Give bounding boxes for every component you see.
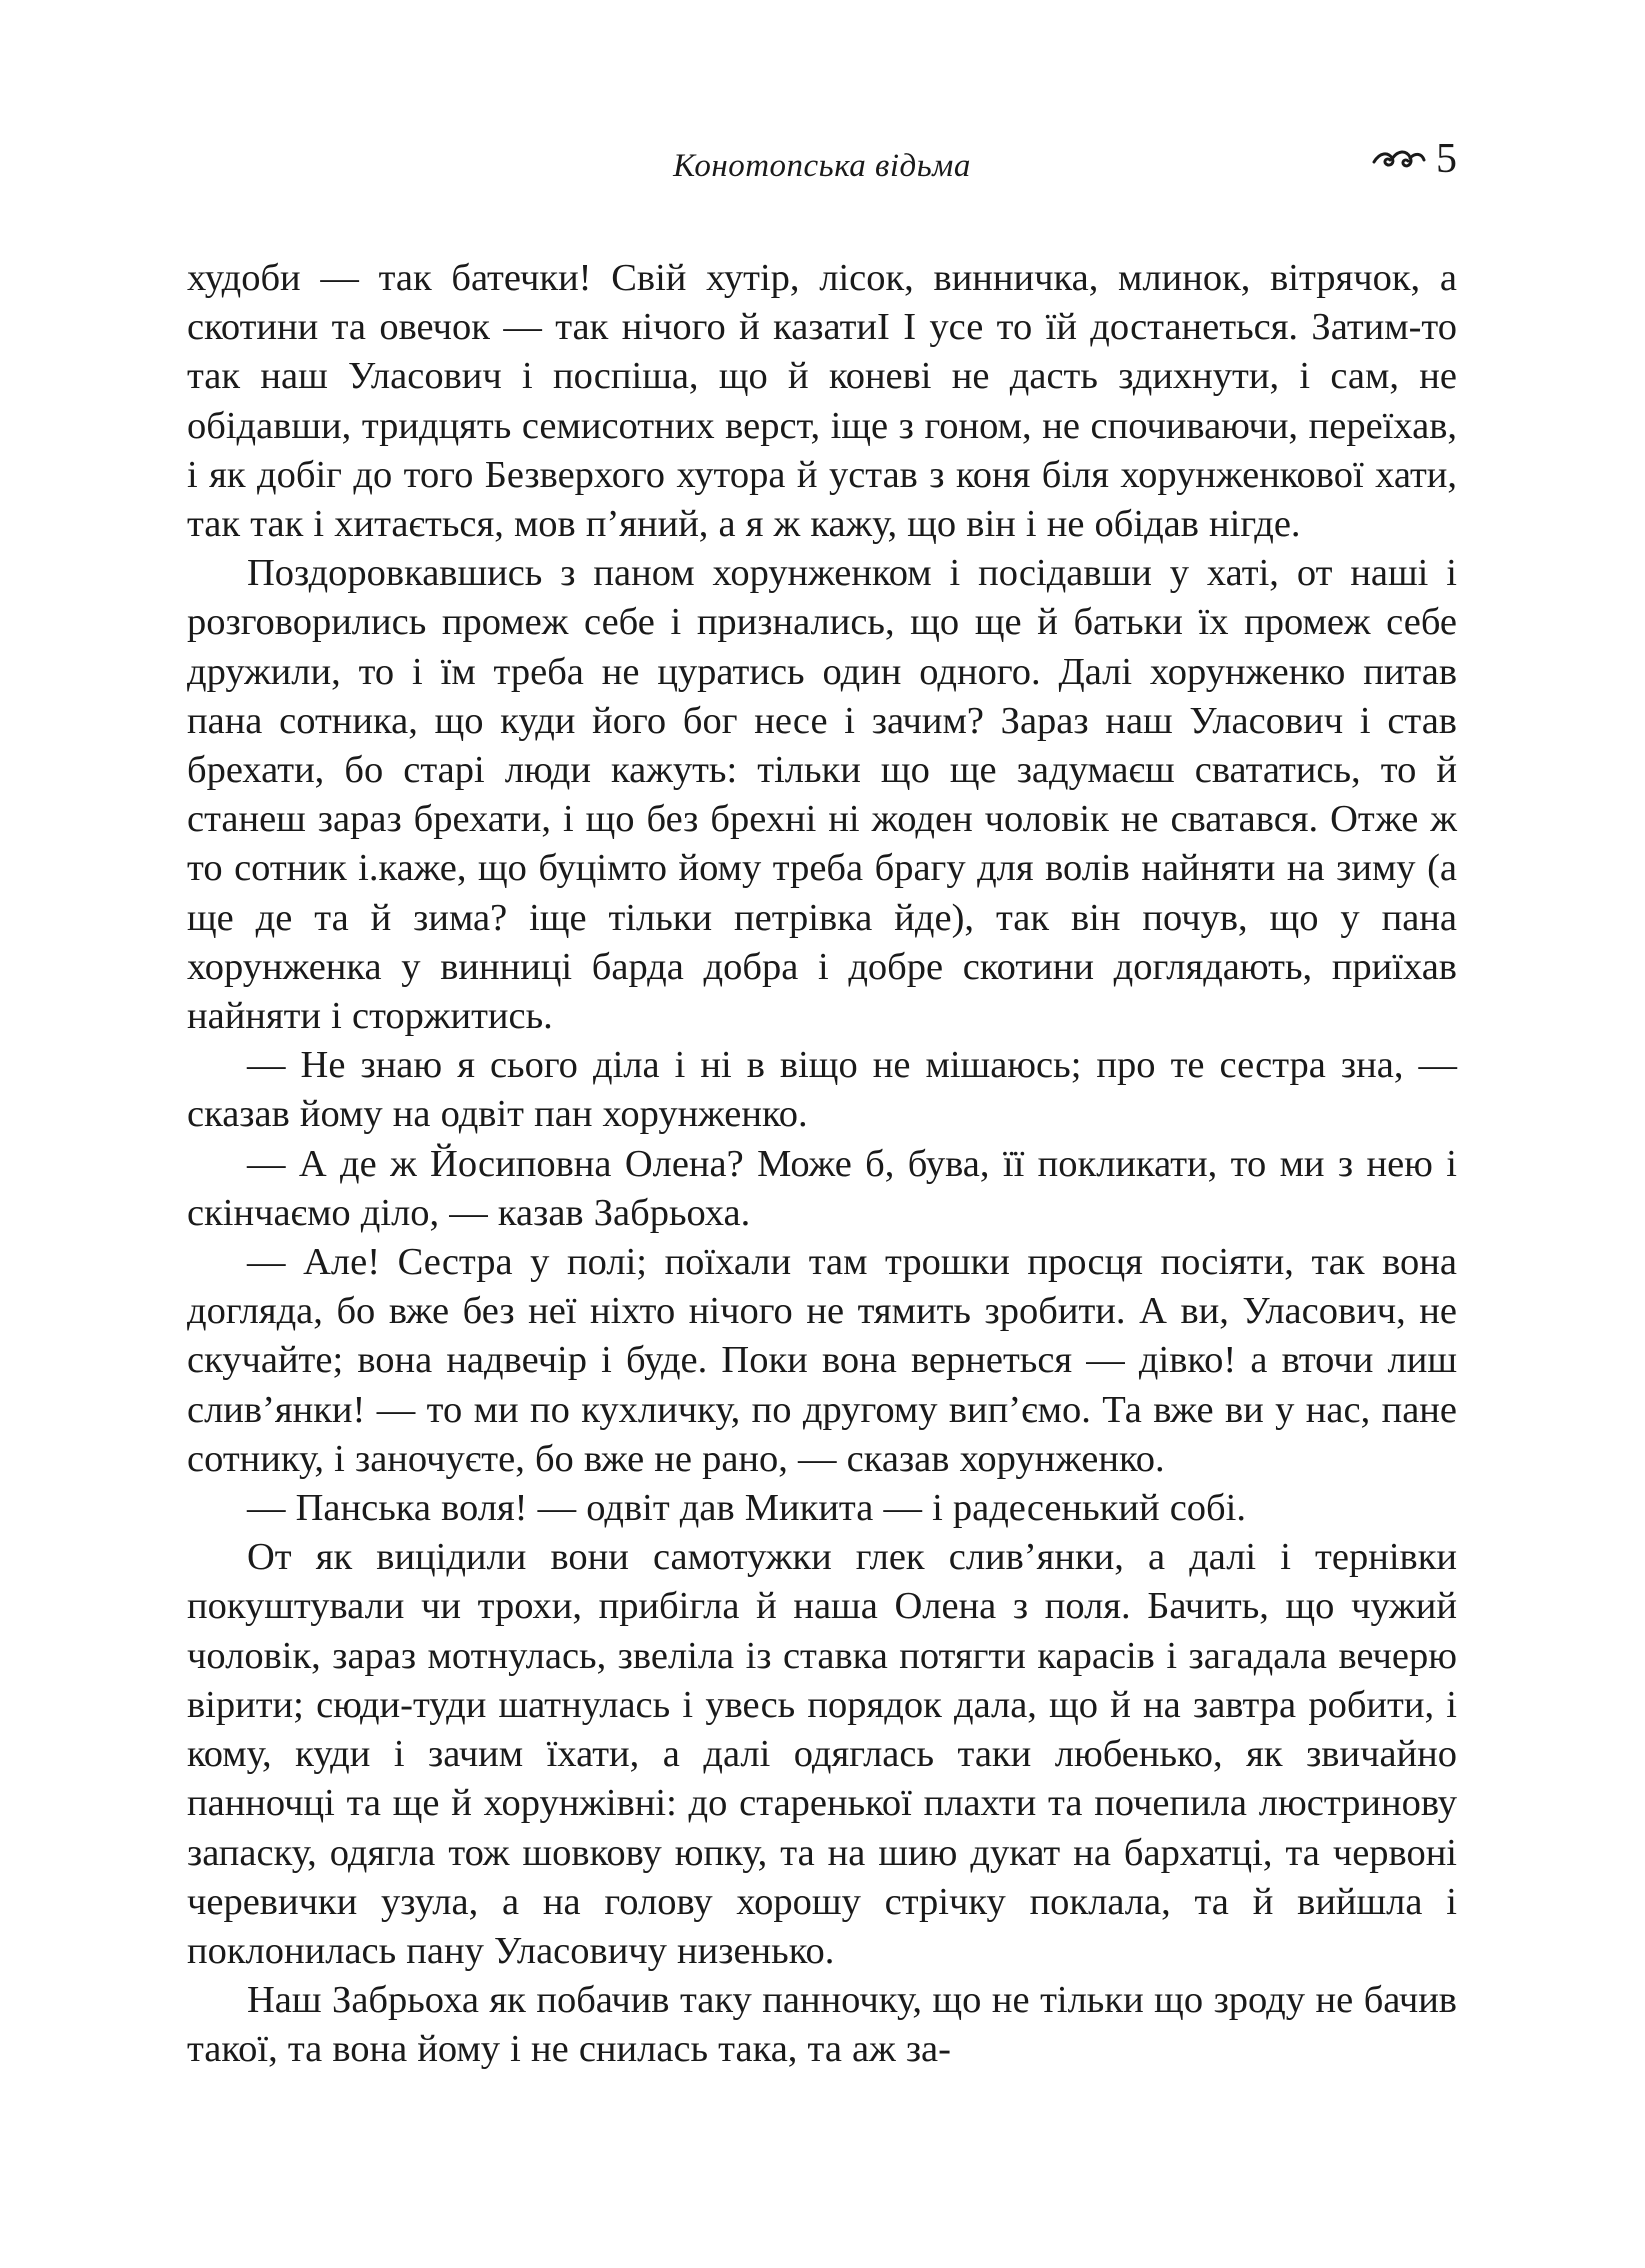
- paragraph: — Але! Сестра у полі; поїхали там трошки просця посіяти, так вона догляда, бо вже без неї ніхто нічого не тямить зробити. А ви, Уласович, не скучайте; вона надвечір і буде. Поки вона вернеться — дівко! а вточи лиш слив’янки! — то ми по кухличку, по другому вип’ємо. Та вже ви у нас, пане сотнику, і заночуєте, бо вже не рано, — сказав хорунженко.: [187, 1241, 1457, 1480]
- book-page: [187, 0, 1457, 2268]
- paragraph: — Не знаю я сього діла і ні в віщо не мішаюсь; про те сестра зна, — сказав йому на одвіт пан хорунженко.: [187, 1044, 1457, 1136]
- running-title: Конотопська відьма: [673, 148, 971, 184]
- ornament-icon: [1372, 148, 1426, 170]
- running-head: [187, 138, 1457, 198]
- paragraph: От як вицідили вони самотужки глек слив’янки, а далі і тернівки покуштували чи трохи, прибігла й наша Олена з поля. Бачить, що чужий чоловік, зараз мотнулась, звеліла із ставка потягти карасів і загадала вечерю вірити; сюди-туди шатнулась і увесь порядок дала, що й на завтра робити, і кому, куди і зачим їхати, а далі одяглась таки любенько, як звичайно панночці та ще й хорунжівні: до старенької плахти та почепила люстринову запаску, одягла тож шовкову юпку, та на шию дукат на бархатці, та червоні черевички узула, а на голову хорошу стрічку поклала, та й вийшла і поклонилась пану Уласовичу низенько.: [187, 1536, 1457, 1972]
- body-text: [187, 254, 1457, 2075]
- paragraph: — А де ж Йосиповна Олена? Може б, бува, її покликати, то ми з нею і скінчаємо діло, — казав Забрьоха.: [187, 1142, 1457, 1234]
- page-number: 5: [1436, 136, 1457, 182]
- paragraph: Наш Забрьоха як побачив таку панночку, що не тільки що зроду не бачив такої, та вона йому і не снилась така, та аж за-: [187, 1979, 1457, 2071]
- paragraph: Поздоровкавшись з паном хорунженком і посідавши у хаті, от наші і розговорились промеж себе і признались, що ще й батьки їх промеж себе дружили, то і їм треба не цуратись один одного. Далі хорунженко питав пана сотника, що куди його бог несе і зачим? Зараз наш Уласович і став брехати, бо старі люди кажуть: тільки що ще задумаєш свататись, то й станеш зараз брехати, і що без брехні ні жоден чоловік не сватався. Отже ж то сотник і.каже, що буцімто йому треба брагу для волів найняти на зиму (а ще де та й зима? іще тільки петрівка йде), так він почув, що у пана хорунженка у винниці барда добра і добре скотини доглядають, приїхав найняти і сторжитись.: [187, 552, 1457, 1038]
- paragraph: худоби — так батечки! Свій хутір, лісок, винничка, млинок, вітрячок, а скотини та овечок — так нічого й казатиІ І усе то їй достанеться. Затим-то так наш Уласович і поспіша, що й коневі не дасть здихнути, і сам, не обідавши, тридцять семисотних верст, іще з гоном, не спочиваючи, переїхав, і як добіг до того Безверхого хутора й устав з коня біля хорунженкової хати, так так і хитається, мов п’яний, а я ж кажу, що він і не обідав нігде.: [187, 257, 1457, 546]
- paragraph: — Панська воля! — одвіт дав Микита — і радесенький собі.: [247, 1487, 1246, 1530]
- folio: [1372, 138, 1457, 180]
